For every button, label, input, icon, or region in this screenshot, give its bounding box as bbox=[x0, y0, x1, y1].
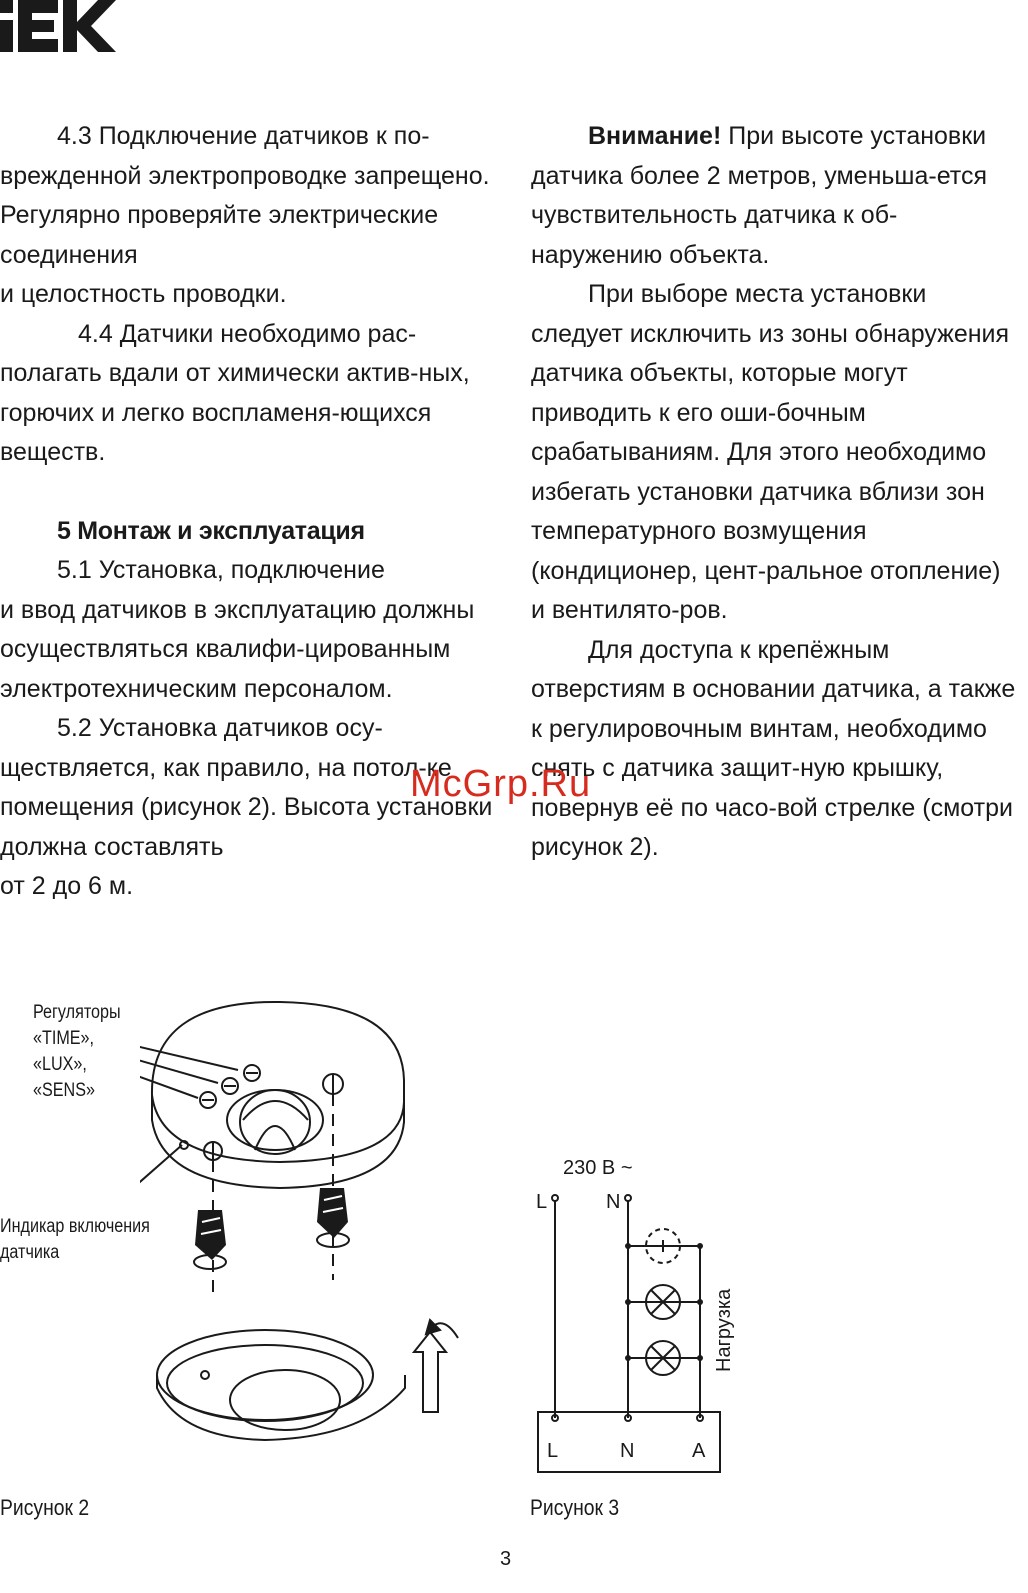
figure-2-caption: Рисунок 2 bbox=[0, 1495, 90, 1520]
figure-3-wiring-diagram bbox=[530, 1150, 770, 1480]
box-terminal-n: N bbox=[620, 1440, 635, 1462]
supply-voltage-label: 230 В ~ bbox=[563, 1157, 633, 1179]
paragraph-4-3-end: и целостность проводки. bbox=[0, 280, 287, 308]
attention-paragraph bbox=[531, 117, 1021, 275]
paragraph-placement: При выборе места установки следует исключить из зоны обнаружения датчика объекты, которые могут приводить к его оши-бочным срабатываниям. Для этого необходимо избегать установки датчика вблизи зон температурного возмущения (кондиционер, цент-ральное отопление) и вентилято-ров. bbox=[531, 280, 1010, 624]
paragraph-5-2-end: от 2 до 6 м. bbox=[0, 872, 134, 900]
page-number: 3 bbox=[500, 1548, 512, 1570]
attention-text: При высоте установки датчика более 2 метров, уменьша-ется чувствительность датчика к об-наружению объекта. bbox=[531, 122, 987, 269]
paragraph-4-3: 4.3 Подключение датчиков к по-врежденной электропроводке запрещено. Регулярно проверяйте электрические соединения bbox=[0, 122, 490, 269]
paragraph-5-2: 5.2 Установка датчиков осу-ществляется, как правило, на потол-ке помещения (рисунок 2). Высота установки должна составлять bbox=[0, 714, 493, 861]
paragraph-access: Для доступа к крепёжным отверстиям в основании датчика, а также к регулировочным винтам, необходимо снять с датчика защит-ную крышку, повернув её по часо-вой стрелке (смотри рисунок 2). bbox=[531, 635, 1016, 861]
section-heading: 5 Монтаж и эксплуатация bbox=[57, 516, 365, 545]
paragraph-4-4: 4.4 Датчики необходимо рас-полагать вдали от химически актив-ных, горючих и легко воспламеня-ющихся веществ. bbox=[0, 319, 470, 466]
box-terminal-l: L bbox=[547, 1440, 559, 1462]
paragraph-5-1: и ввод датчиков в эксплуатацию должны осуществляться квалифи-цированным электротехническим персоналом. bbox=[0, 595, 475, 703]
terminal-n-top: N bbox=[606, 1191, 621, 1213]
box-terminal-a: A bbox=[692, 1440, 706, 1462]
right-column bbox=[531, 117, 1021, 868]
watermark: McGrp.Ru bbox=[410, 763, 592, 805]
iek-logo bbox=[0, 0, 116, 56]
figure-3-caption: Рисунок 3 bbox=[530, 1495, 620, 1520]
regulators-label: Регуляторы «TIME», «LUX», «SENS» bbox=[33, 1002, 121, 1101]
figure-2-drawing bbox=[140, 990, 480, 1450]
load-label: Нагрузка bbox=[713, 1288, 735, 1372]
paragraph-5-1-start: 5.1 Установка, подключение bbox=[57, 556, 385, 584]
indicator-label: Индикар включения датчика bbox=[0, 1216, 150, 1263]
attention-label: Внимание! bbox=[588, 122, 722, 150]
terminal-l-top: L bbox=[536, 1191, 548, 1213]
